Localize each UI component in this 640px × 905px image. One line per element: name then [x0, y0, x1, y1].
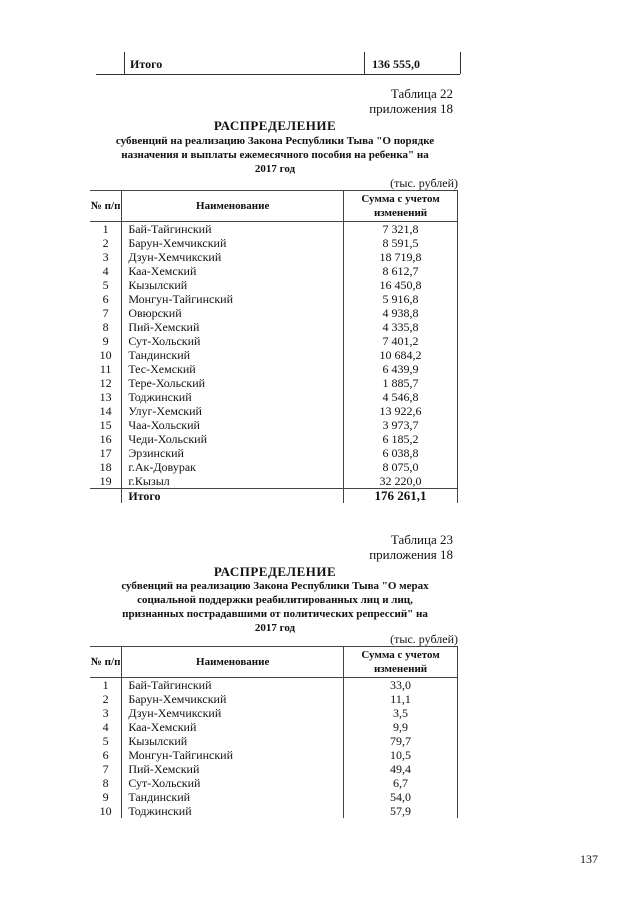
row-name: Эрзинский — [122, 446, 344, 460]
row-name: Овюрский — [122, 306, 344, 320]
table-row — [90, 460, 458, 474]
table-row — [90, 432, 458, 446]
row-value: 10,5 — [344, 748, 458, 762]
row-name: Тандинский — [122, 348, 344, 362]
row-number: 11 — [90, 362, 122, 376]
row-number: 15 — [90, 418, 122, 432]
table-row — [90, 776, 458, 790]
row-number: 3 — [90, 250, 122, 264]
row-number: 4 — [90, 264, 122, 278]
row-number: 9 — [90, 334, 122, 348]
row-value: 7 321,8 — [344, 222, 458, 237]
table-row — [90, 334, 458, 348]
row-name: Тоджинский — [122, 390, 344, 404]
table-row — [90, 734, 458, 748]
table23 — [90, 646, 458, 818]
row-name: Кызылский — [122, 278, 344, 292]
table-row — [90, 306, 458, 320]
row-name: Тоджинский — [122, 804, 344, 818]
table-row — [90, 678, 458, 693]
table22-number: Таблица 22 — [390, 86, 453, 101]
table-row — [90, 264, 458, 278]
row-number: 12 — [90, 376, 122, 390]
table23-title: РАСПРЕДЕЛЕНИЕ — [213, 564, 337, 579]
row-value: 10 684,2 — [344, 348, 458, 362]
row-name: Чаа-Хольский — [122, 418, 344, 432]
row-value: 8 612,7 — [344, 264, 458, 278]
table22-caption — [369, 86, 453, 116]
table23-units: (тыс. рублей) — [390, 632, 458, 646]
table-row — [90, 362, 458, 376]
row-number: 4 — [90, 720, 122, 734]
table22-subtitle-line: 2017 год — [254, 163, 296, 175]
row-number: 6 — [90, 292, 122, 306]
row-value: 4 546,8 — [344, 390, 458, 404]
carryover-label: Итого — [130, 57, 163, 71]
row-name: Каа-Хемский — [122, 720, 344, 734]
row-name: Тандинский — [122, 790, 344, 804]
row-number: 5 — [90, 734, 122, 748]
row-name: Пий-Хемский — [122, 320, 344, 334]
table23-header-row — [90, 647, 458, 678]
row-value: 33,0 — [344, 678, 458, 693]
row-name: Дзун-Хемчикский — [122, 250, 344, 264]
row-name: Кызылский — [122, 734, 344, 748]
table23-subtitle-line: 2017 год — [254, 622, 296, 634]
row-value: 49,4 — [344, 762, 458, 776]
row-value: 3,5 — [344, 706, 458, 720]
carryover-total-row — [96, 52, 460, 75]
row-name: Монгун-Тайгинский — [122, 748, 344, 762]
table-row — [90, 404, 458, 418]
table-row — [90, 748, 458, 762]
row-value: 6 185,2 — [344, 432, 458, 446]
total-row — [90, 489, 458, 504]
row-value: 6 038,8 — [344, 446, 458, 460]
row-name: Монгун-Тайгинский — [122, 292, 344, 306]
row-value: 8 591,5 — [344, 236, 458, 250]
row-name: Тере-Хольский — [122, 376, 344, 390]
row-number: 19 — [90, 474, 122, 489]
row-number: 16 — [90, 432, 122, 446]
table22-header-row — [90, 191, 458, 222]
row-value: 4 938,8 — [344, 306, 458, 320]
table23-subtitle-line: социальной поддержки реабилитированных лиц и лиц, — [137, 594, 413, 606]
table23-subtitle-line: признанных пострадавшими от политических репрессий" на — [122, 608, 428, 620]
row-value: 57,9 — [344, 804, 458, 818]
row-number: 9 — [90, 790, 122, 804]
table22-subtitle-line: субвенций на реализацию Закона Республики Тыва "О порядке — [115, 135, 435, 147]
row-value: 6 439,9 — [344, 362, 458, 376]
table-row — [90, 418, 458, 432]
row-name: Бай-Тайгинский — [122, 678, 344, 693]
header-sum: Сумма с учетом изменений — [344, 647, 458, 678]
table22 — [90, 190, 458, 503]
row-name: Барун-Хемчикский — [122, 236, 344, 250]
carryover-label-cell — [124, 52, 365, 74]
row-value: 16 450,8 — [344, 278, 458, 292]
row-name: г.Кызыл — [122, 474, 344, 489]
row-number: 3 — [90, 706, 122, 720]
carryover-value: 136 555,0 — [372, 57, 420, 71]
row-name: г.Ак-Довурак — [122, 460, 344, 474]
table-row — [90, 250, 458, 264]
table-row — [90, 390, 458, 404]
row-number: 5 — [90, 278, 122, 292]
row-number: 1 — [90, 222, 122, 237]
row-name: Сут-Хольский — [122, 776, 344, 790]
row-number: 17 — [90, 446, 122, 460]
table23-subtitle — [90, 579, 460, 635]
table-row — [90, 278, 458, 292]
carryover-value-cell — [364, 52, 461, 74]
table23-appendix: приложения 18 — [369, 547, 453, 562]
row-value: 11,1 — [344, 692, 458, 706]
row-number: 7 — [90, 762, 122, 776]
row-number: 8 — [90, 776, 122, 790]
row-name: Барун-Хемчикский — [122, 692, 344, 706]
table-row — [90, 692, 458, 706]
row-value: 79,7 — [344, 734, 458, 748]
row-value: 5 916,8 — [344, 292, 458, 306]
table-row — [90, 720, 458, 734]
row-value: 1 885,7 — [344, 376, 458, 390]
header-num: № п/п — [90, 647, 122, 678]
table22-title: РАСПРЕДЕЛЕНИЕ — [213, 118, 337, 133]
row-name: Пий-Хемский — [122, 762, 344, 776]
row-number: 1 — [90, 678, 122, 693]
table22-subtitle-line: назначения и выплаты ежемесячного пособия на ребенка" на — [121, 149, 429, 161]
row-number: 8 — [90, 320, 122, 334]
table-row — [90, 348, 458, 362]
table-row — [90, 222, 458, 237]
row-name: Улуг-Хемский — [122, 404, 344, 418]
row-number: 10 — [90, 348, 122, 362]
row-number: 6 — [90, 748, 122, 762]
row-value: 4 335,8 — [344, 320, 458, 334]
header-name: Наименование — [122, 191, 344, 222]
row-number: 13 — [90, 390, 122, 404]
row-value: 6,7 — [344, 776, 458, 790]
row-number: 7 — [90, 306, 122, 320]
table22-subtitle — [90, 134, 460, 176]
total-num-cell — [90, 489, 122, 504]
row-name: Сут-Хольский — [122, 334, 344, 348]
table-row — [90, 236, 458, 250]
row-name: Каа-Хемский — [122, 264, 344, 278]
table-row — [90, 446, 458, 460]
row-number: 14 — [90, 404, 122, 418]
row-value: 7 401,2 — [344, 334, 458, 348]
page-number: 137 — [580, 852, 598, 866]
row-value: 32 220,0 — [344, 474, 458, 489]
row-number: 10 — [90, 804, 122, 818]
row-name: Бай-Тайгинский — [122, 222, 344, 237]
carryover-num-cell — [96, 52, 125, 74]
row-value: 8 075,0 — [344, 460, 458, 474]
row-name: Тес-Хемский — [122, 362, 344, 376]
row-name: Чеди-Хольский — [122, 432, 344, 446]
header-name: Наименование — [122, 647, 344, 678]
row-value: 54,0 — [344, 790, 458, 804]
row-number: 18 — [90, 460, 122, 474]
table-row — [90, 474, 458, 489]
row-number: 2 — [90, 236, 122, 250]
table-row — [90, 762, 458, 776]
row-value: 18 719,8 — [344, 250, 458, 264]
row-value: 3 973,7 — [344, 418, 458, 432]
table22-units: (тыс. рублей) — [390, 176, 458, 190]
table23-subtitle-line: субвенций на реализацию Закона Республики Тыва "О мерах — [121, 580, 429, 592]
table-row — [90, 706, 458, 720]
table-row — [90, 376, 458, 390]
total-label: Итого — [122, 489, 344, 504]
row-name: Дзун-Хемчикский — [122, 706, 344, 720]
table22-appendix: приложения 18 — [369, 101, 453, 116]
row-value: 9,9 — [344, 720, 458, 734]
header-num: № п/п — [90, 191, 122, 222]
row-number: 2 — [90, 692, 122, 706]
table-row — [90, 320, 458, 334]
table-row — [90, 292, 458, 306]
table-row — [90, 804, 458, 818]
table23-number: Таблица 23 — [390, 532, 453, 547]
table23-caption — [369, 532, 453, 562]
table-row — [90, 790, 458, 804]
total-value: 176 261,1 — [344, 489, 458, 504]
row-value: 13 922,6 — [344, 404, 458, 418]
header-sum: Сумма с учетом изменений — [344, 191, 458, 222]
